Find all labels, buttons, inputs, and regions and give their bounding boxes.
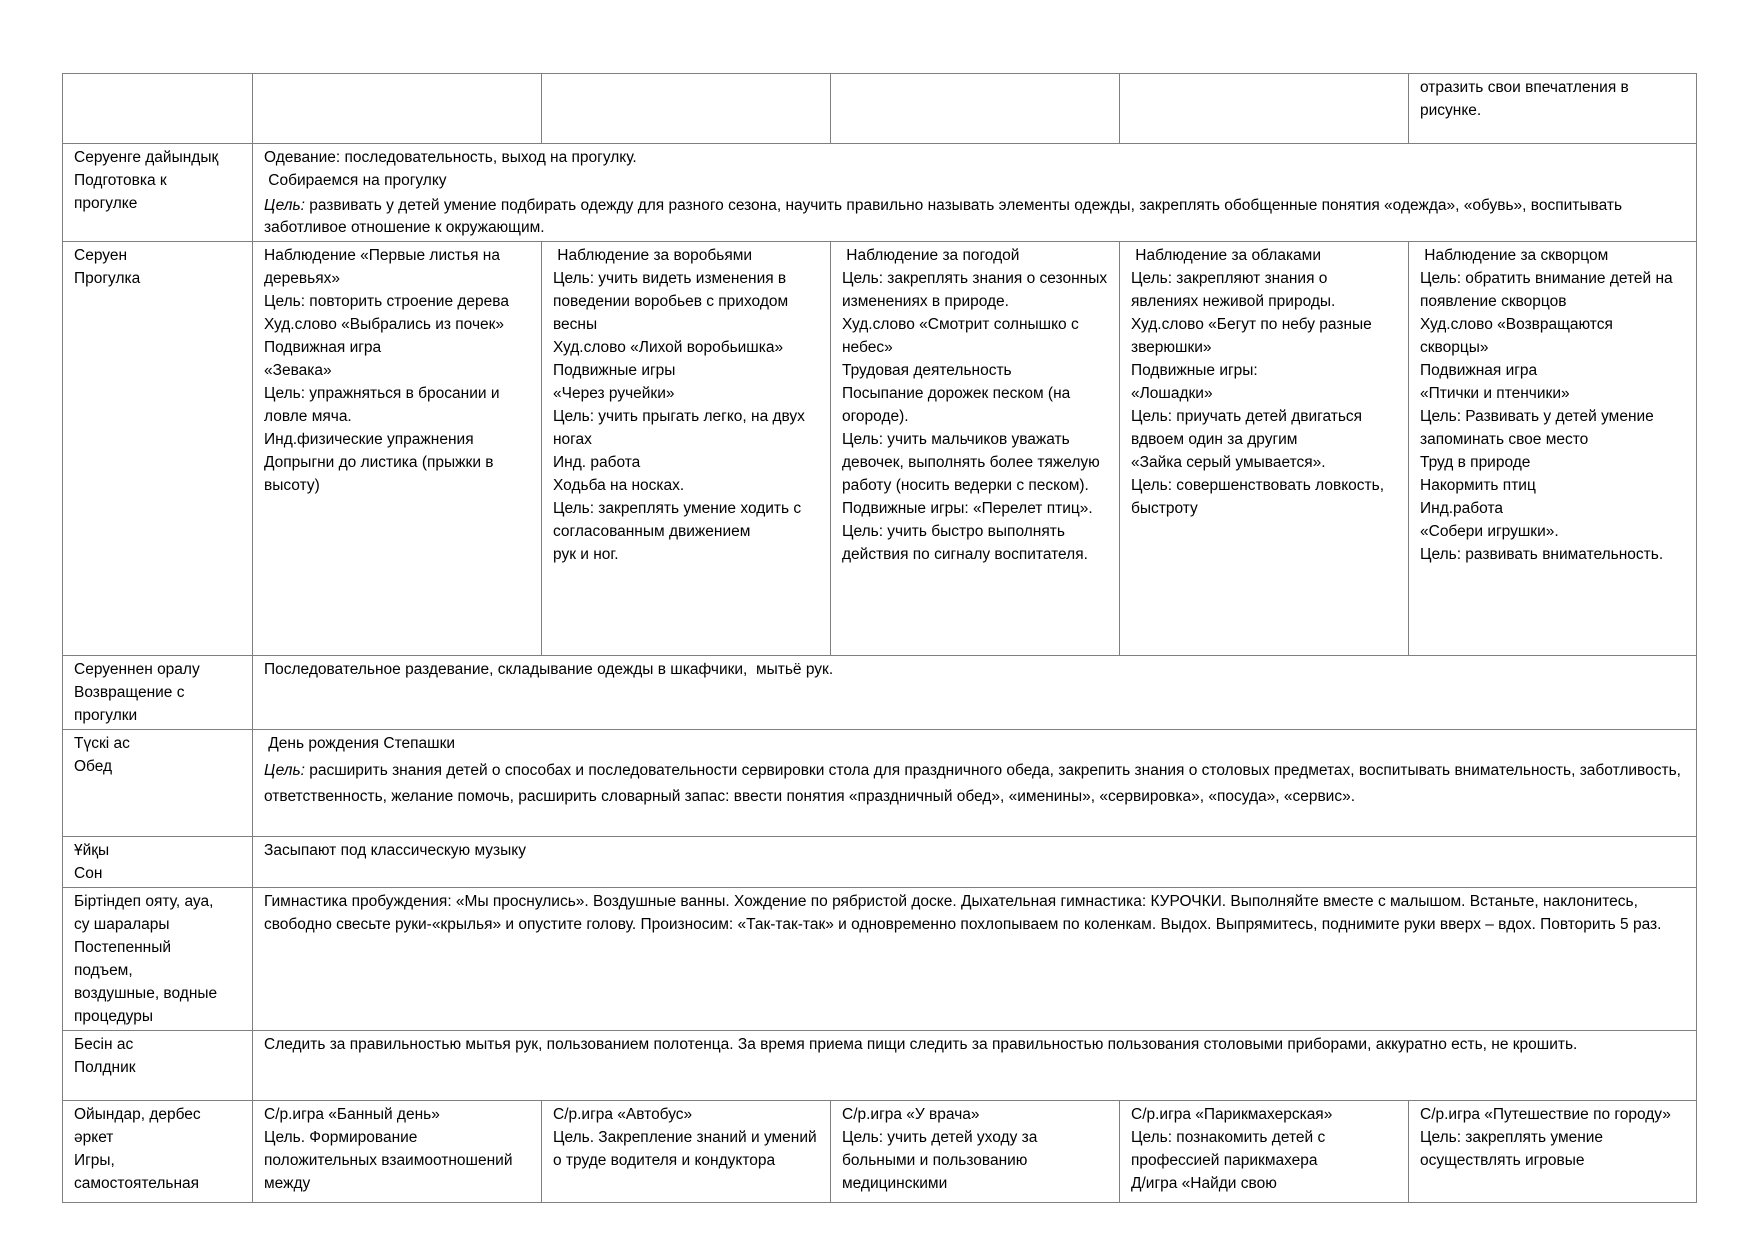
walk-text: Наблюдение за воробьями [553, 247, 753, 264]
label-kz: Түскі ас [74, 735, 130, 752]
walk-text: «Собери игрушки». [1420, 523, 1559, 540]
game-title: С/р.игра «У врача» [842, 1106, 980, 1123]
cell-empty [253, 74, 542, 144]
game-title: С/р.игра «Путешествие по городу» [1420, 1106, 1671, 1123]
wake-text: Гимнастика пробуждения: «Мы проснулись». Воздушные ванны. Хождение по рябристой доске. Дыхательная гимнастика: КУРОЧКИ. Выполняйте вместе с малышом. Встаньте, наклонитесь, свободно свесьте руки-«крылья» и опустите голову. Произносим: «Так-так-так» и одновременно похлопываем по коленкам. Выдох. Выпрямитесь, поднимите руки вверх – вдох. Повторить 5 раз. [264, 893, 1662, 933]
walk-text: Подвижные игры: «Перелет птиц». [842, 500, 1093, 517]
walk-text: Трудовая деятельность [842, 362, 1012, 379]
label-kz: су шаралары [74, 916, 170, 933]
return-content [253, 656, 1697, 730]
walk-text: Цель: закрепляют знания о явлениях неживой природы. [1131, 270, 1336, 310]
goal-label: Цель: [264, 197, 305, 214]
row-label [63, 1031, 253, 1101]
lunch-subtitle: День рождения Степашки [264, 735, 456, 752]
games-thursday [1120, 1101, 1409, 1203]
label-ru: прогулке [74, 195, 138, 212]
label-ru: Сон [74, 865, 103, 882]
game-title: С/р.игра «Парикмахерская» [1131, 1106, 1333, 1123]
walk-text: «Через ручейки» [553, 385, 675, 402]
games-tuesday [542, 1101, 831, 1203]
walk-text: Худ.слово «Выбрались из почек» [264, 316, 505, 333]
row-games [63, 1101, 1697, 1203]
goal-text: развивать у детей умение подбирать одежду для разного сезона, научить правильно называть элементы одежды, закреплять обобщенные понятия «одежда», «обувь», воспитывать заботливое отношение к окружающим. [264, 197, 1623, 236]
label-ru: прогулки [74, 707, 138, 724]
row-walk [63, 242, 1697, 656]
walk-thursday [1120, 242, 1409, 656]
label-ru: самостоятельная [74, 1175, 200, 1192]
label-kz: Бесін ас [74, 1036, 134, 1053]
label-kz: Серуен [74, 247, 128, 264]
label-ru: Игры, [74, 1152, 115, 1169]
label-ru: процедуры [74, 1008, 153, 1025]
row-label [63, 1101, 253, 1203]
daily-plan-table [62, 73, 1697, 1203]
wake-content [253, 888, 1697, 1031]
game-extra: Д/игра «Найди свою [1131, 1175, 1277, 1192]
games-friday [1409, 1101, 1697, 1203]
return-text: Последовательное раздевание, складывание одежды в шкафчики, мытьё рук. [264, 661, 834, 678]
walk-text: Инд.работа [1420, 500, 1503, 517]
walk-text: Худ.слово «Смотрит солнышко с небес» [842, 316, 1079, 356]
walk-text: Накормить птиц [1420, 477, 1536, 494]
row-wake [63, 888, 1697, 1031]
walk-text: Худ.слово «Возвращаются скворцы» [1420, 316, 1613, 356]
cell-label-empty [63, 74, 253, 144]
label-ru: Постепенный [74, 939, 171, 956]
prep-text: Одевание: последовательность, выход на прогулку. [264, 149, 637, 166]
walk-text: Цель: закреплять знания о сезонных изменениях в природе. [842, 270, 1108, 310]
prep-subtitle: Собираемся на прогулку [264, 172, 447, 189]
walk-monday [253, 242, 542, 656]
label-ru: Полдник [74, 1059, 136, 1076]
row-continued [63, 74, 1697, 144]
walk-text: Цель: упражняться в бросании и ловле мяча. [264, 385, 500, 425]
walk-text: Подвижная игра [264, 339, 382, 356]
label-ru: Возвращение с [74, 684, 185, 701]
walk-text: Цель: обратить внимание детей на появление скворцов [1420, 270, 1673, 310]
walk-text: «Лошадки» [1131, 385, 1213, 402]
cell-friday-art [1409, 74, 1697, 144]
games-wednesday [831, 1101, 1120, 1203]
walk-text: Допрыгни до листика (прыжки в высоту) [264, 454, 494, 494]
walk-text: Худ.слово «Бегут по небу разные зверюшки» [1131, 316, 1372, 356]
label-kz: Серуенге дайындық [74, 149, 219, 166]
walk-text: Цель: закреплять умение ходить с согласованным движением [553, 500, 802, 540]
cell-empty [1120, 74, 1409, 144]
game-goal: Цель. Формирование положительных взаимоотношений между [264, 1129, 513, 1192]
label-ru: Прогулка [74, 270, 141, 287]
walk-text: Наблюдение за скворцом [1420, 247, 1609, 264]
label-kz: Серуеннен оралу [74, 661, 200, 678]
row-label [63, 888, 253, 1031]
label-ru: подъем, [74, 962, 133, 979]
row-sleep [63, 837, 1697, 888]
row-walk-prep [63, 144, 1697, 242]
walk-text: Цель: приучать детей двигаться вдвоем один за другим [1131, 408, 1363, 448]
walk-text: Посыпание дорожек песком (на огороде). [842, 385, 1071, 425]
label-kz: Біртіндеп ояту, ауа, [74, 893, 214, 910]
row-snack [63, 1031, 1697, 1101]
label-ru: Подготовка к [74, 172, 167, 189]
walk-text: Цель: учить прыгать легко, на двух ногах [553, 408, 805, 448]
label-ru: Обед [74, 758, 113, 775]
label-kz: әркет [74, 1129, 114, 1146]
walk-text: Инд. работа [553, 454, 641, 471]
snack-text: Следить за правильностью мытья рук, пользованием полотенца. За время приема пищи следить за правильностью пользования столовыми приборами, аккуратно есть, не крошить. [264, 1036, 1578, 1053]
cell-empty [542, 74, 831, 144]
walk-friday [1409, 242, 1697, 656]
walk-text: «Зевака» [264, 362, 332, 379]
walk-text: Цель: повторить строение дерева [264, 293, 509, 310]
walk-text: Наблюдение за погодой [842, 247, 1020, 264]
walk-text: Худ.слово «Лихой воробьишка» [553, 339, 784, 356]
row-label [63, 656, 253, 730]
game-title: С/р.игра «Автобус» [553, 1106, 693, 1123]
walk-text: Подвижные игры [553, 362, 676, 379]
walk-text: Наблюдение за облаками [1131, 247, 1321, 264]
walk-text: Цель: учить видеть изменения в поведении воробьев с приходом весны [553, 270, 789, 333]
cell-text: отразить свои впечатления в [1420, 79, 1629, 96]
game-title: С/р.игра «Банный день» [264, 1106, 440, 1123]
lunch-content [253, 730, 1697, 837]
row-lunch [63, 730, 1697, 837]
label-ru: воздушные, водные [74, 985, 218, 1002]
walk-text: Цель: совершенствовать ловкость, быстроту [1131, 477, 1384, 517]
snack-content [253, 1031, 1697, 1101]
game-goal: Цель. Закрепление знаний и умений о труде водителя и кондуктора [553, 1129, 817, 1169]
walk-text: Подвижные игры: [1131, 362, 1258, 379]
walk-text: Подвижная игра [1420, 362, 1538, 379]
walk-tuesday [542, 242, 831, 656]
walk-text: Цель: развивать внимательность. [1420, 546, 1664, 563]
game-goal: Цель: познакомить детей с профессией парикмахера [1131, 1129, 1326, 1169]
cell-text: рисунке. [1420, 102, 1482, 119]
game-goal: Цель: учить детей уходу за больными и пользованию медицинскими [842, 1129, 1038, 1192]
row-label [63, 837, 253, 888]
walk-text: Цель: учить быстро выполнять действия по сигналу воспитателя. [842, 523, 1088, 563]
sleep-content [253, 837, 1697, 888]
walk-text: Цель: Развивать у детей умение запоминать свое место [1420, 408, 1654, 448]
walk-text: Инд.физические упражнения [264, 431, 474, 448]
walk-text: Наблюдение «Первые листья на деревьях» [264, 247, 500, 287]
row-label [63, 144, 253, 242]
walk-text: Цель: учить мальчиков уважать девочек, выполнять более тяжелую работу (носить ведерки с песком). [842, 431, 1100, 494]
walk-text: Ходьба на носках. [553, 477, 685, 494]
walk-prep-content [253, 144, 1697, 242]
row-label [63, 730, 253, 837]
walk-text: «Птички и птенчики» [1420, 385, 1570, 402]
row-return [63, 656, 1697, 730]
sleep-text: Засыпают под классическую музыку [264, 842, 526, 859]
row-label [63, 242, 253, 656]
goal-label: Цель: [264, 762, 305, 779]
walk-wednesday [831, 242, 1120, 656]
goal-text: расширить знания детей о способах и последовательности сервировки стола для праздничного обеда, закрепить знания о столовых предметах, воспитывать внимательность, заботливость, ответственность, желание помочь, расширить словарный запас: ввести понятия «праздничный обед», «именины», «сервировка», «посуда», «сервис». [264, 762, 1681, 805]
walk-text: «Зайка серый умывается». [1131, 454, 1326, 471]
cell-empty [831, 74, 1120, 144]
walk-text: Труд в природе [1420, 454, 1531, 471]
games-monday [253, 1101, 542, 1203]
game-goal: Цель: закреплять умение осуществлять игровые [1420, 1129, 1604, 1169]
walk-text: рук и ног. [553, 546, 619, 563]
label-kz: Ұйқы [74, 842, 110, 859]
label-kz: Ойындар, дербес [74, 1106, 201, 1123]
